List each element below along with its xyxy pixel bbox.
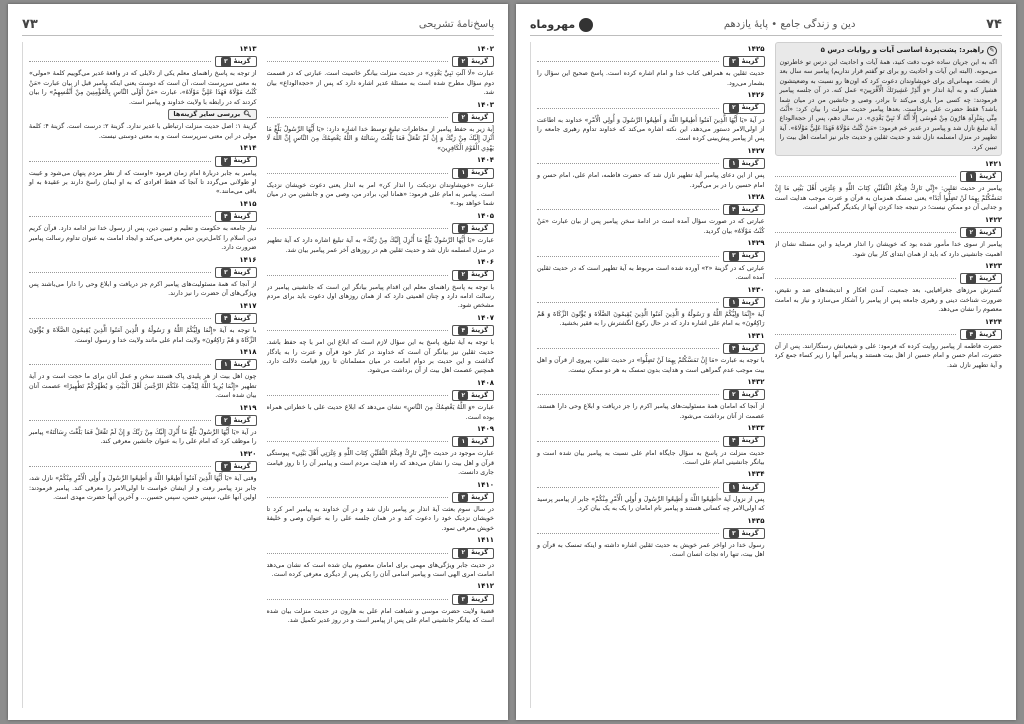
option-label: گزینهٔ xyxy=(741,159,759,168)
answer-item xyxy=(775,160,1003,213)
option-label: گزینهٔ xyxy=(741,57,759,66)
answer-text: از آنجا که امامان همهٔ مسئولیت‌های پیامبر اکرم را جز دریافت و ابلاغ وحی دارا هستند، عصمت از آنان برداشت می‌شود. xyxy=(537,403,765,420)
answer-option-row xyxy=(267,168,495,179)
question-number: ۱۴۱۵ xyxy=(239,199,257,208)
answer-option-badge xyxy=(215,211,257,222)
answer-item xyxy=(29,348,257,401)
strategy-icon: ✎ xyxy=(987,46,997,56)
option-number: ۱ xyxy=(966,172,976,181)
answer-text: گسترش مرزهای جغرافیایی، بعد جمعیت، آمدن افکار و اندیشه‌های ضد و نقیض، ضرورت شناخت دینی و رهبری جامعه پس از پیامبر را آشکار می‌سازد و نیاز به امامت معصوم را نشان می‌دهد. xyxy=(774,287,1002,314)
answer-option-badge xyxy=(723,251,765,262)
question-number: ۱۴۱۸ xyxy=(239,347,257,356)
option-number: ۲ xyxy=(458,113,468,122)
review-options-chip xyxy=(168,109,256,120)
answer-option-row xyxy=(537,389,765,400)
answer-text: قضیهٔ ولایت حضرت موسی و شباهت امام علی به هارون در حدیث منزلت بیان شده است که بیانگر جانشینی امام علی پس از پیامبر است و در روز غدیر تکمیل شد. xyxy=(266,607,494,625)
answer-option-badge xyxy=(452,492,494,503)
option-number: ۳ xyxy=(729,529,739,538)
question-number: ۱۴۰۵ xyxy=(476,211,494,220)
question-number: ۱۴۳۰ xyxy=(747,285,765,294)
dotted-rule xyxy=(775,232,957,233)
answer-option-badge xyxy=(723,158,765,169)
right-page-number: ۷۴ xyxy=(986,17,1002,32)
option-number: ۲ xyxy=(458,391,468,400)
dotted-rule xyxy=(267,599,449,600)
right-page-column-left xyxy=(530,42,765,708)
answer-option-badge xyxy=(723,297,765,308)
left-page-column-right xyxy=(267,42,495,708)
answer-text: در حدیث جابر ویژگی‌های مهمی برای امامان معصوم بیان شده است که نشان می‌دهد امامت امری الهی است و پیامبر اسامی آنان را یکی پس از دیگری معرفی کرده است. xyxy=(266,561,494,579)
option-label: گزینهٔ xyxy=(741,482,759,491)
option-label: گزینهٔ xyxy=(741,436,759,445)
brand-mark-icon xyxy=(579,18,593,32)
option-label: گزینهٔ xyxy=(233,156,251,165)
answer-text: با توجه به آیهٔ «إِنَّمَا وَلِيُّكُمُ اللَّهُ وَ رَسُولُهُ وَ الَّذِينَ آمَنُوا الَّذِينَ يُقِيمُونَ الصَّلَاةَ وَ يُؤْتُونَ الزَّكَاةَ وَ هُمْ رَاكِعُونَ» ولایت امام علی مانند ولایت خدا و رسول اوست. xyxy=(29,327,257,344)
left-page xyxy=(8,4,508,720)
right-page-column-right xyxy=(775,42,1003,708)
answer-option-row xyxy=(537,297,765,308)
answer-text: رسول خدا در اواخر عمر خویش به حدیث ثقلین اشاره داشته و اینکه تمسک به قرآن و اهل بیت، تنها راه نجات انسان است. xyxy=(537,542,765,559)
answer-item xyxy=(537,517,765,560)
answer-item xyxy=(537,45,765,88)
right-page xyxy=(516,4,1016,720)
review-options-label: بررسی سایر گزینه‌ها xyxy=(173,110,241,119)
answer-item xyxy=(267,481,495,534)
answer-option-row xyxy=(537,343,765,354)
answer-item xyxy=(775,216,1003,259)
answer-text: وقتی آیهٔ «يَا أَيُّهَا الَّذِينَ آمَنُوا أَطِيعُوا اللَّهَ وَ أَطِيعُوا الرَّسُولَ وَ أُولِي الْأَمْرِ مِنْكُمْ» نازل شد، جابر نزد پیامبر رفت و از ایشان خواست تا اولی‌الامر را معرفی کند. پیامبر فرمودند: اولین آنها علی، سپس حسن، سپس حسین... و آخرین آنها حضرت مهدی است. xyxy=(29,475,257,501)
answer-option-badge xyxy=(723,343,765,354)
answer-option-badge xyxy=(452,223,494,234)
question-number: ۱۴۰۸ xyxy=(476,378,494,387)
answer-option-row xyxy=(267,548,495,559)
option-number: ۲ xyxy=(966,228,976,237)
answer-text: آیهٔ زیر به حفظ پیامبر از مخاطرات تبلیغ توسط خدا اشاره دارد: «يَا أَيُّهَا الرَّسُولُ بَلِّغْ مَا أُنْزِلَ إِلَيْكَ مِنْ رَبِّكَ وَ إِنْ لَمْ تَفْعَلْ فَمَا بَلَّغْتَ رِسَالَتَهُ وَ اللَّهُ يَعْصِمُكَ مِنَ النَّاسِ إِنَّ اللَّهَ لَا يَهْدِي الْقَوْمَ الْكَافِرِينَ» xyxy=(266,126,494,152)
dotted-rule xyxy=(537,302,719,303)
answer-text: پس از نزول آیهٔ «أَطِيعُوا اللَّهَ وَ أَطِيعُوا الرَّسُولَ وَ أُولِي الْأَمْرِ مِنْكُمْ» جابر از پیامبر پرسید که اولی‌الامر چه کسانی هستند و پیامبر نام امامان را یک به یک بیان کرد. xyxy=(537,495,765,513)
question-number: ۱۴۲۴ xyxy=(984,317,1002,326)
question-number: ۱۴۰۷ xyxy=(476,313,494,322)
answer-option-row xyxy=(537,204,765,215)
option-label: گزینهٔ xyxy=(471,437,488,446)
answer-text: حدیث منزلت در پاسخ به سؤال جایگاه امام علی نسبت به پیامبر بیان شده است و بیانگر جانشینی امام علی است. xyxy=(537,449,765,466)
option-number: ۱ xyxy=(729,159,739,168)
question-number: ۱۴۱۲ xyxy=(476,582,494,591)
option-label: گزینهٔ xyxy=(233,461,251,470)
question-number: ۱۴۱۰ xyxy=(476,480,494,489)
left-header-title: پاسخ‌نامهٔ تشریحی xyxy=(418,19,494,30)
answer-item xyxy=(267,212,495,255)
answer-item xyxy=(267,314,495,376)
question-number: ۱۴۲۱ xyxy=(984,160,1002,169)
dotted-rule xyxy=(537,209,719,210)
option-label: گزینهٔ xyxy=(471,548,488,557)
dotted-rule xyxy=(537,256,719,257)
question-number: ۱۴۰۳ xyxy=(476,100,494,109)
option-number: ۳ xyxy=(221,57,231,66)
answer-option-badge xyxy=(723,389,765,400)
answer-text: عبارت «لَا آلَتِ نَبِيَّ بَعْدِي» در حدیث منزلت بیانگر خاتمیت است. عبارتی که در قسمت دوم سؤال مطرح شده است به مسئلهٔ غدیر اشاره دارد که پس از «حجةالوداع» بیان شد. xyxy=(266,70,494,97)
answer-text: عبارتی که در گزینهٔ «۲» آورده شده است مربوط به آیهٔ تطهیر است که در حدیث ثقلین آمده است. xyxy=(537,264,765,282)
answer-item xyxy=(537,193,765,236)
option-number: ۳ xyxy=(458,224,468,233)
answer-option-row xyxy=(29,415,257,426)
answer-option-badge xyxy=(960,227,1002,238)
answer-text: در سال سوم بعثت آیهٔ انذار بر پیامبر نازل شد و در آن خداوند به پیامبر امر کرد تا خویشان نزدیک خود را دعوت کند و در همان جلسه علی را به عنوان وصی و خلیفهٔ خویش معرفی نمود. xyxy=(266,506,494,532)
answer-text: گزینهٔ ۱: اصل حدیث منزلت ارتباطی با غدیر ندارد. گزینهٔ ۲: درست است. گزینهٔ ۴: کلمهٔ مولی در این معنی سرپرست است و به معنی دوستی نیست. xyxy=(29,123,257,140)
option-label: گزینهٔ xyxy=(471,390,488,399)
answer-option-badge xyxy=(723,103,765,114)
answer-option-row xyxy=(537,528,765,539)
question-number: ۱۴۳۱ xyxy=(747,331,765,340)
question-number: ۱۴۰۹ xyxy=(476,424,494,433)
answer-option-badge xyxy=(215,267,257,278)
answer-option-row xyxy=(29,359,257,370)
dotted-rule xyxy=(267,553,449,554)
answer-option-badge xyxy=(723,482,765,493)
question-number: ۱۴۱۱ xyxy=(476,536,494,545)
option-label: گزینهٔ xyxy=(741,251,759,260)
answer-option-row xyxy=(29,56,257,67)
left-page-column-left xyxy=(22,42,257,708)
option-label: گزینهٔ xyxy=(233,57,251,66)
option-number: ۱ xyxy=(729,298,739,307)
dotted-rule xyxy=(537,61,719,62)
dotted-rule xyxy=(537,348,719,349)
option-label: گزینهٔ xyxy=(471,270,488,279)
answer-text: حضرت فاطمه از پیامبر روایت کرده که فرمود: علی و شیعیانش رستگارانند. پس از آن حضرت، امام حسن و امام حسین از اهل بیت هستند و پیامبر آنها را زیر کساء جمع کرد و آیهٔ تطهیر نازل شد. xyxy=(774,342,1002,369)
question-number: ۱۴۲۷ xyxy=(747,146,765,155)
answer-text: حدیث ثقلین به همراهی کتاب خدا و امام اشاره کرده است. پاسخ صحیح این سؤال را بشمار می‌رود. xyxy=(537,70,765,87)
answer-item xyxy=(537,286,765,329)
answer-text: عبارتی که در صورت سؤال آمده است در ادامهٔ سخن پیامبر پس از بیان عبارت «مَنْ كُنْتُ مَوْلَاهُ» بیان گردید. xyxy=(537,218,765,235)
dotted-rule xyxy=(267,497,449,498)
question-number: ۱۴۳۵ xyxy=(747,516,765,525)
dotted-rule xyxy=(267,61,449,62)
question-number: ۱۴۲۵ xyxy=(747,45,765,53)
answer-text: آیهٔ «إِنَّمَا وَلِيُّكُمُ اللَّهُ وَ رَسُولُهُ وَ الَّذِينَ آمَنُوا الَّذِينَ يُقِيمُونَ الصَّلَاةَ وَ يُؤْتُونَ الزَّكَاةَ وَ هُمْ رَاكِعُونَ» به امام علی اشاره دارد که در حال رکوع انگشترش را به فقیر بخشید. xyxy=(537,310,765,328)
answer-option-badge xyxy=(215,461,257,472)
option-number: ۱ xyxy=(458,437,468,446)
dotted-rule xyxy=(267,173,449,174)
right-page-header xyxy=(530,14,1002,36)
answer-item xyxy=(537,378,765,421)
answer-item xyxy=(537,470,765,513)
answer-item xyxy=(267,425,495,478)
answer-text: پیامبر در حدیث ثقلین: «إِنِّي تَارِكٌ فِيكُمُ الثَّقَلَيْنِ كِتَابَ اللَّهِ وَ عِتْرَتِي أَهْلَ بَيْتِي مَا إِنْ تَمَسَّكْتُمْ بِهِمَا لَنْ تَضِلُّوا أَبَدًا» یعنی تمسک همزمان به قرآن و عترت موجب هدایت است و جدایی آن دو ممکن نیست؛ در نتیجه جدا کردن آنها از یکدیگر گمراهی است. xyxy=(774,185,1002,212)
option-number: ۳ xyxy=(221,462,231,471)
answer-option-row xyxy=(29,156,257,167)
option-number: ۴ xyxy=(458,326,468,335)
option-number: ۲ xyxy=(458,270,468,279)
question-number: ۱۴۱۴ xyxy=(239,144,257,153)
answer-option-badge xyxy=(452,270,494,281)
answer-item xyxy=(29,107,257,141)
dotted-rule xyxy=(29,161,211,162)
option-label: گزینهٔ xyxy=(233,360,251,369)
answer-option-badge xyxy=(960,171,1002,182)
brand-name: مهروماه xyxy=(530,18,576,31)
answer-option-row xyxy=(775,329,1003,340)
dotted-rule xyxy=(775,278,957,279)
answer-text: از آنجا که همهٔ مسئولیت‌های پیامبر اکرم جز دریافت و ابلاغ وحی را دارا می‌باشند پس ویژگی‌های آن حضرت را نیز دارند. xyxy=(29,280,257,298)
question-number: ۱۴۲۸ xyxy=(747,193,765,202)
answer-text: در آیهٔ «يَا أَيُّهَا الَّذِينَ آمَنُوا أَطِيعُوا اللَّهَ وَ أَطِيعُوا الرَّسُولَ وَ أُولِي الْأَمْرِ» خداوند به اطاعت از اولی‌الامر دستور می‌دهد، این نکته اشاره می‌کند که خداوند تداوم رهبری جامعه را پس از پیامبر پیش‌بینی کرده است. xyxy=(537,116,765,143)
answer-text: پس از این دعای پیامبر آیهٔ تطهیر نازل شد که حضرت فاطمه، امام علی، امام حسن و امام حسین را در بر می‌گیرد. xyxy=(537,172,765,189)
question-number: ۱۴۱۷ xyxy=(239,301,257,310)
answer-option-row xyxy=(29,313,257,324)
answer-option-row xyxy=(775,273,1003,284)
dotted-rule xyxy=(775,176,957,177)
answer-text: عبارت «خویشاوندان نزدیکت را انذار کن» امر به انذار یعنی دعوت خویشان نزدیک است. پیامبر به امام علی فرمود: «همانا این، برادر من، وصی من و جانشین من در میان شما خواهد بود.» xyxy=(266,181,494,208)
answer-option-badge xyxy=(215,156,257,167)
option-number: ۳ xyxy=(966,274,976,283)
option-label: گزینهٔ xyxy=(741,528,759,537)
answer-option-badge xyxy=(215,415,257,426)
answer-option-badge xyxy=(452,594,494,605)
question-number: ۱۴۲۰ xyxy=(239,449,257,458)
answer-option-row xyxy=(29,211,257,222)
answer-option-badge xyxy=(452,390,494,401)
answer-option-row xyxy=(537,251,765,262)
magnifier-icon: 🔍︎ xyxy=(243,110,252,119)
answer-option-row xyxy=(267,492,495,503)
answer-option-badge xyxy=(452,168,494,179)
answer-option-badge xyxy=(960,329,1002,340)
question-number: ۱۴۰۶ xyxy=(476,258,494,267)
answer-item xyxy=(29,404,257,447)
answer-option-badge xyxy=(723,436,765,447)
option-label: گزینهٔ xyxy=(979,274,996,283)
answer-text: نیاز جامعه به حکومت و تعلیم و تبیین دین، پس از رسول خدا نیز ادامه دارد. قرآن کریم دین اسلام را کامل‌ترین دین معرفی می‌کند و ایجاد امامت به عنوان تداوم رسالت پیامبر ضرورت دارد. xyxy=(29,225,257,252)
answer-item xyxy=(267,156,495,209)
option-number: ۴ xyxy=(729,344,739,353)
option-label: گزینهٔ xyxy=(741,390,759,399)
option-label: گزینهٔ xyxy=(233,415,251,424)
dotted-rule xyxy=(267,275,449,276)
option-label: گزینهٔ xyxy=(471,492,488,501)
question-number: ۱۴۱۹ xyxy=(239,403,257,412)
dotted-rule xyxy=(29,420,211,421)
option-label: گزینهٔ xyxy=(233,313,251,322)
dotted-rule xyxy=(267,117,449,118)
answer-text: پیامبر به جابر دربارهٔ امام زمان فرمود «اوست که از نظر مردم پنهان می‌شود و غیبت او طولانی می‌گردد تا آنجا که فقط افرادی که به او ایمان راسخ دارند بر عقیدهٔ به او باقی می‌مانند.» xyxy=(29,169,257,196)
answer-text: عبارت موجود در حدیث «إِنِّي تَارِكٌ فِيكُمُ الثَّقَلَيْنِ كِتَابَ اللَّهِ وَ عِتْرَتِي أَهْلَ بَيْتِي» پیوستگی قرآن و اهل بیت را نشان می‌دهد که راه هدایت مردم است و پیامبر آن را تا روز قیامت جاری دانست. xyxy=(266,450,494,477)
option-label: گزینهٔ xyxy=(471,112,488,121)
answer-option-row xyxy=(537,103,765,114)
question-number: ۱۴۲۳ xyxy=(984,261,1002,270)
answer-item xyxy=(537,147,765,190)
answer-item xyxy=(267,101,495,154)
option-label: گزینهٔ xyxy=(979,172,996,181)
option-number: ۴ xyxy=(221,212,231,221)
answer-option-badge xyxy=(215,359,257,370)
option-number: ۲ xyxy=(458,548,468,557)
answer-item xyxy=(775,318,1003,371)
answer-item xyxy=(537,239,765,282)
question-number: ۱۴۰۲ xyxy=(476,45,494,53)
option-label: گزینهٔ xyxy=(471,594,488,603)
answer-item xyxy=(537,332,765,375)
answer-text: با توجه به آیهٔ تبلیغ، پاسخ به این سؤال لازم است که ابلاغ این امر با چه حفظ باشد. حدیث ثقلین نیز بیانگر آن است که خداوند در کنار خود قرآن و عترت را به یادگار گذاشت و این حدیث بر دوام امامت در میان مسلمانان تا روز قیامت دلالت دارد. همچنین عصمت اهل بیت از آن برداشت می‌شود. xyxy=(266,339,494,375)
dotted-rule xyxy=(29,61,211,62)
dotted-rule xyxy=(29,216,211,217)
answer-item xyxy=(29,450,257,503)
option-label: گزینهٔ xyxy=(471,168,488,177)
question-number: ۱۴۲۶ xyxy=(747,91,765,100)
option-number: ۲ xyxy=(458,57,468,66)
option-number: ۳ xyxy=(458,493,468,502)
answer-item xyxy=(775,262,1003,315)
answer-option-badge xyxy=(452,548,494,559)
answer-option-badge xyxy=(215,313,257,324)
option-label: گزینهٔ xyxy=(233,212,251,221)
answer-option-badge xyxy=(723,204,765,215)
answer-item xyxy=(537,424,765,467)
callout-title-text: راهبرد: پشت‌پردهٔ اساسی آیات و روایات درس ۵ xyxy=(820,46,984,55)
answer-option-row xyxy=(267,56,495,67)
option-number: ۴ xyxy=(729,436,739,445)
answer-item xyxy=(267,379,495,422)
option-number: ۳ xyxy=(729,251,739,260)
answer-text: در آیهٔ «يَا أَيُّهَا الرَّسُولُ بَلِّغْ مَا أُنْزِلَ إِلَيْكَ مِنْ رَبِّكَ وَ إِنْ لَمْ تَفْعَلْ فَمَا بَلَّغْتَ رِسَالَتَهُ» پیامبر را موظف کرد که امام علی را به عنوان جانشین معرفی کند. xyxy=(29,428,257,446)
callout-title xyxy=(780,46,998,56)
question-number: ۱۴۲۹ xyxy=(747,239,765,248)
callout-text: اگه به این جریان ساده خوب دقت کنید، همهٔ آیات و احادیث این درس تو خاطرتون می‌مونه. (البته این آیات و احادیث رو برای تو گفتم قرار نداریم) پیامبر سه سال بعد از بعثت، مهمانی‌ای برای خویشاوندان دعوت کرد که اون‌ها رو نسبت به وضعیتشون هشیار کنه و به آیهٔ انذار «وَ أَنْذِرْ عَشِيرَتَكَ الْأَقْرَبِينَ» عمل کنه. در آن جلسه پیامبر فرمودند: چه کسی مرا یاری می‌کند تا برادر، وصی و جانشین من در میان شما باشد؟ فقط حضرت علی برخاست. بعدها پیامبر حدیث منزلت را بیان کرد: «أَنْتَ مِنِّي بِمَنْزِلَةِ هَارُونَ مِنْ مُوسَى إِلَّا أَنَّهُ لَا نَبِيَّ بَعْدِي». در سال دهم، پس از حجةالوداع آیهٔ تبلیغ نازل شد و پیامبر در غدیر خم فرمود: «مَنْ كُنْتُ مَوْلَاهُ فَهَذَا عَلِيٌّ مَوْلَاهُ». آیهٔ تطهیر در منزل امسلمه نازل شد و حدیث ثقلین و حدیث جابر نیز امامت اهل بیت را تبیین کرد. xyxy=(779,59,997,151)
dotted-rule xyxy=(537,394,719,395)
dotted-rule xyxy=(537,108,719,109)
answer-text: عبارت «وَ اللَّهُ يَعْصِمُكَ مِنَ النَّاسِ» نشان می‌دهد که ابلاغ حدیث علی با خطراتی همراه بوده است. xyxy=(266,404,494,421)
answer-option-badge xyxy=(452,325,494,336)
option-number: ۲ xyxy=(729,103,739,112)
dotted-rule xyxy=(29,318,211,319)
answer-text: با توجه به پاسخ راهنمای معلم این اقدام پیامبر بیانگر این است که جانشینی پیامبر در رسالت ادامه دارد و چنان اهمیتی دارد که از همان روزهای اول دعوت باید برای مردم مشخص شود. xyxy=(266,283,494,310)
option-label: گزینهٔ xyxy=(471,57,488,66)
option-number: ۴ xyxy=(966,330,976,339)
answer-item xyxy=(29,45,257,107)
answer-option-row xyxy=(267,436,495,447)
answer-option-row xyxy=(267,270,495,281)
strategy-callout xyxy=(775,42,1003,156)
option-label: گزینهٔ xyxy=(471,325,488,334)
answer-option-row xyxy=(267,112,495,123)
answer-option-badge xyxy=(452,56,494,67)
answer-option-row xyxy=(267,325,495,336)
answer-option-row xyxy=(775,227,1003,238)
answer-item xyxy=(29,144,257,197)
option-label: گزینهٔ xyxy=(741,205,759,214)
answer-option-row xyxy=(29,461,257,472)
answer-option-badge xyxy=(215,56,257,67)
answer-item xyxy=(267,582,495,625)
answer-option-row xyxy=(537,158,765,169)
option-number: ۱ xyxy=(729,483,739,492)
answer-text: عبارت «يَا أَيُّهَا الرَّسُولُ بَلِّغْ مَا أُنْزِلَ إِلَيْكَ مِنْ رَبِّكَ» به آیهٔ تبلیغ اشاره دارد که آیهٔ تطهیر در منزل امسلمه نازل شد و حدیث ثقلین هم در روزهای آخر عمر پیامبر بیان شد. xyxy=(266,237,494,254)
dotted-rule xyxy=(537,533,719,534)
dotted-rule xyxy=(537,441,719,442)
answer-option-badge xyxy=(452,112,494,123)
dotted-rule xyxy=(29,364,211,365)
dotted-rule xyxy=(267,228,449,229)
answer-option-badge xyxy=(452,436,494,447)
option-label: گزینهٔ xyxy=(979,227,996,236)
brand-logo xyxy=(530,18,593,32)
answer-text: با توجه به عبارت «مَا إِنْ تَمَسَّكْتُمْ بِهِمَا لَنْ تَضِلُّوا» در حدیث ثقلین، پیروی از قرآن و اهل بیت موجب عدم گمراهی است و هدایت بدون تمسک به هر دو ممکن نیست. xyxy=(537,357,765,374)
answer-item xyxy=(267,258,495,311)
question-number: ۱۴۰۴ xyxy=(476,156,494,165)
answer-text: چون اهل بیت از هر پلیدی پاک هستند سخن و عمل آنان برای ما حجت است و در آیهٔ تطهیر «إِنَّمَا يُرِيدُ اللَّهُ لِيُذْهِبَ عَنْكُمُ الرِّجْسَ أَهْلَ الْبَيْتِ وَ يُطَهِّرَكُمْ تَطْهِيرًا» عصمت آنان بیان شده است. xyxy=(29,373,257,400)
answer-option-row xyxy=(29,267,257,278)
answer-item xyxy=(29,256,257,299)
answer-text: پیامبر از سوی خدا مأمور شده بود که خویشان را انذار فرماید و این مسئله نشان از اهمیت جانشینی دارد که باید از همان ابتدای کار بیان شود. xyxy=(774,241,1002,258)
option-label: گزینهٔ xyxy=(741,343,759,352)
answer-option-badge xyxy=(960,273,1002,284)
option-label: گزینهٔ xyxy=(741,103,759,112)
option-number: ۲ xyxy=(729,390,739,399)
dotted-rule xyxy=(29,466,211,467)
question-number: ۱۴۲۲ xyxy=(984,215,1002,224)
dotted-rule xyxy=(267,395,449,396)
question-number: ۱۴۳۴ xyxy=(747,470,765,479)
option-number: ۳ xyxy=(458,595,468,604)
answer-option-row xyxy=(537,482,765,493)
dotted-rule xyxy=(29,272,211,273)
answer-option-badge xyxy=(723,528,765,539)
question-number: ۱۴۱۳ xyxy=(239,45,257,53)
answer-item xyxy=(29,200,257,253)
option-label: گزینهٔ xyxy=(979,329,996,338)
answer-option-row xyxy=(267,223,495,234)
dotted-rule xyxy=(267,441,449,442)
question-number: ۱۴۳۳ xyxy=(747,424,765,433)
answer-item xyxy=(29,302,257,345)
answer-text: از توجه به پاسخ راهنمای معلم یکی از دلایلی که در واقعهٔ غدیر می‌گوییم کلمهٔ «مولی» به معنی سرپرست است، آن است که دوست یعنی اینکه پیامبر قبل از بیان عبارت «مَنْ كُنْتُ مَوْلَاهُ فَهَذَا عَلِيٌّ مَوْلَاهُ»، عبارت «مَنْ أَوْلَى النَّاسِ بِالْمُؤْمِنِينَ مِنْ أَنْفُسِهِمْ» را بیان کردند که در رابطه با ولایت خداوند و پیامبر است. xyxy=(29,70,257,106)
answer-option-row xyxy=(775,171,1003,182)
answer-item xyxy=(537,91,765,144)
answer-option-row xyxy=(267,594,495,605)
dotted-rule xyxy=(267,330,449,331)
option-number: ۳ xyxy=(729,57,739,66)
right-header-title: دین و زندگی جامع • پایهٔ یازدهم xyxy=(723,19,856,30)
option-label: گزینهٔ xyxy=(233,267,251,276)
question-number: ۱۴۳۲ xyxy=(747,377,765,386)
answer-option-row xyxy=(537,56,765,67)
left-page-number: ۷۳ xyxy=(22,17,38,32)
answer-option-badge xyxy=(723,56,765,67)
option-number: ۴ xyxy=(729,205,739,214)
option-label: گزینهٔ xyxy=(741,297,759,306)
dotted-rule xyxy=(537,163,719,164)
option-number: ۳ xyxy=(221,268,231,277)
dotted-rule xyxy=(537,487,719,488)
question-number: ۱۴۱۶ xyxy=(239,255,257,264)
answer-item xyxy=(267,45,495,98)
answer-option-row xyxy=(267,390,495,401)
answer-item xyxy=(267,536,495,579)
option-label: گزینهٔ xyxy=(471,224,488,233)
option-number: ۱ xyxy=(221,360,231,369)
option-number: ۲ xyxy=(221,416,231,425)
option-number: ۴ xyxy=(221,314,231,323)
option-number: ۲ xyxy=(221,156,231,165)
dotted-rule xyxy=(775,334,957,335)
left-page-header xyxy=(22,14,494,36)
option-number: ۱ xyxy=(458,168,468,177)
answer-option-row xyxy=(537,436,765,447)
